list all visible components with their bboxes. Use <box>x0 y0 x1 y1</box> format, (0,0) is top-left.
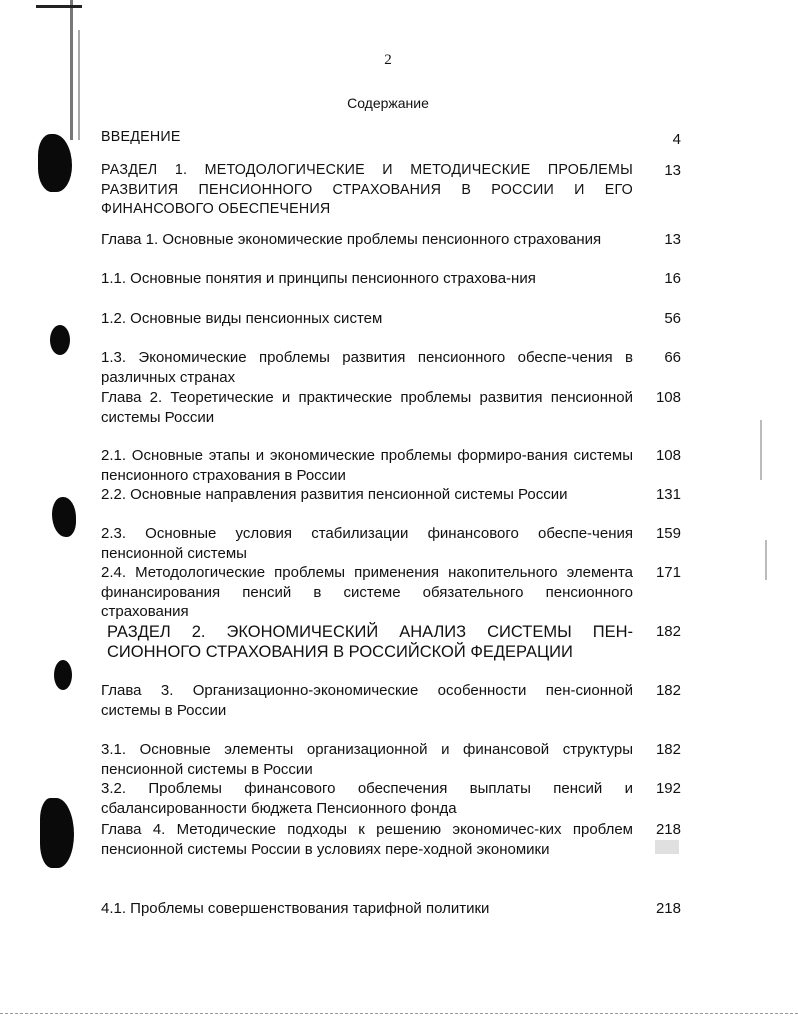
toc-entry-page: 56 <box>664 310 681 327</box>
toc-entry-page: 192 <box>655 780 681 797</box>
toc-entry-page: 218 <box>655 900 681 917</box>
toc-entry-page: 13 <box>664 231 681 248</box>
toc-entry-title: 2.2. Основные направления развития пенсионной системы России <box>101 486 568 503</box>
toc-entry-page: 159 <box>655 525 681 542</box>
page-number: 2 <box>384 52 392 68</box>
scan-left-edge <box>70 0 73 140</box>
toc-entry-title: Глава 1. Основные экономические проблемы пенсионного страхования <box>101 231 602 248</box>
toc-entry-title: 3.2. Проблемы финансового обеспечения выплаты пенсий и сбалансированности бюджета Пенсионного фонда <box>101 780 633 817</box>
scan-speck <box>655 840 679 854</box>
toc-entry-title: Глава 4. Методические подходы к решению экономичес-ких проблем пенсионной системы России в условиях пере-ходной экономики <box>101 821 633 858</box>
toc-entry-page: 13 <box>664 162 681 179</box>
toc-entry-page: 16 <box>664 270 681 287</box>
toc-entry-title: 1.1. Основные понятия и принципы пенсионного страхова-ния <box>101 270 536 287</box>
scan-blot <box>40 798 74 868</box>
toc-entry-title: 2.1. Основные этапы и экономические проблемы формиро-вания системы пенсионного страхования в России <box>101 447 633 484</box>
scan-blot <box>52 497 76 537</box>
toc-entry-title: 1.3. Экономические проблемы развития пенсионного обеспе-чения в различных странах <box>101 349 633 386</box>
toc-entry-title: 2.4. Методологические проблемы применения накопительного элемента финансирования пенсий в системе обязательного пенсионного страхования <box>101 564 633 620</box>
scan-bottom-edge <box>0 1013 798 1014</box>
toc-entry-page: 108 <box>655 389 681 406</box>
scan-top-edge <box>36 5 82 8</box>
toc-entry-page: 171 <box>655 564 681 581</box>
toc-entry-page: 4 <box>672 131 681 148</box>
toc-entry-page: 66 <box>664 349 681 366</box>
scan-left-edge <box>78 30 80 140</box>
toc-entry-title: 1.2. Основные виды пенсионных систем <box>101 310 383 327</box>
toc-entry-title: ВВЕДЕНИЕ <box>101 129 181 145</box>
scan-blot <box>54 660 72 690</box>
toc-entry-title: 3.1. Основные элементы организационной и финансовой структуры пенсионной системы в России <box>101 741 633 778</box>
toc-entry-title: Глава 3. Организационно-экономические особенности пен-сионной системы в России <box>101 682 633 719</box>
toc-entry-page: 108 <box>655 447 681 464</box>
toc-heading: Содержание <box>347 95 429 111</box>
toc-entry-title: РАЗДЕЛ 1. МЕТОДОЛОГИЧЕСКИЕ И МЕТОДИЧЕСКИЕ ПРОБЛЕМЫ РАЗВИТИЯ ПЕНСИОННОГО СТРАХОВАНИЯ В РОССИИ И ЕГО ФИНАНСОВОГО ОБЕСПЕЧЕНИЯ <box>101 162 633 217</box>
scan-speck <box>760 420 762 480</box>
toc-entry-page: 218 <box>655 821 681 838</box>
scan-blot <box>38 134 72 192</box>
scan-speck <box>765 540 767 580</box>
toc-entry-title: 2.3. Основные условия стабилизации финансового обеспе-чения пенсионной системы <box>101 525 633 562</box>
toc-entry-title: Глава 2. Теоретические и практические проблемы развития пенсионной системы России <box>101 389 633 426</box>
toc-entry-page: 131 <box>655 486 681 503</box>
toc-entry-title: РАЗДЕЛ 2. ЭКОНОМИЧЕСКИЙ АНАЛИЗ СИСТЕМЫ ПЕН-СИОННОГО СТРАХОВАНИЯ В РОССИЙСКОЙ ФЕДЕРАЦИИ <box>107 623 633 661</box>
toc-entry-title: 4.1. Проблемы совершенствования тарифной политики <box>101 900 490 917</box>
toc-entry-page: 182 <box>655 682 681 699</box>
scan-blot <box>50 325 70 355</box>
toc-entry-page: 182 <box>655 623 681 640</box>
toc-entry-page: 182 <box>655 741 681 758</box>
